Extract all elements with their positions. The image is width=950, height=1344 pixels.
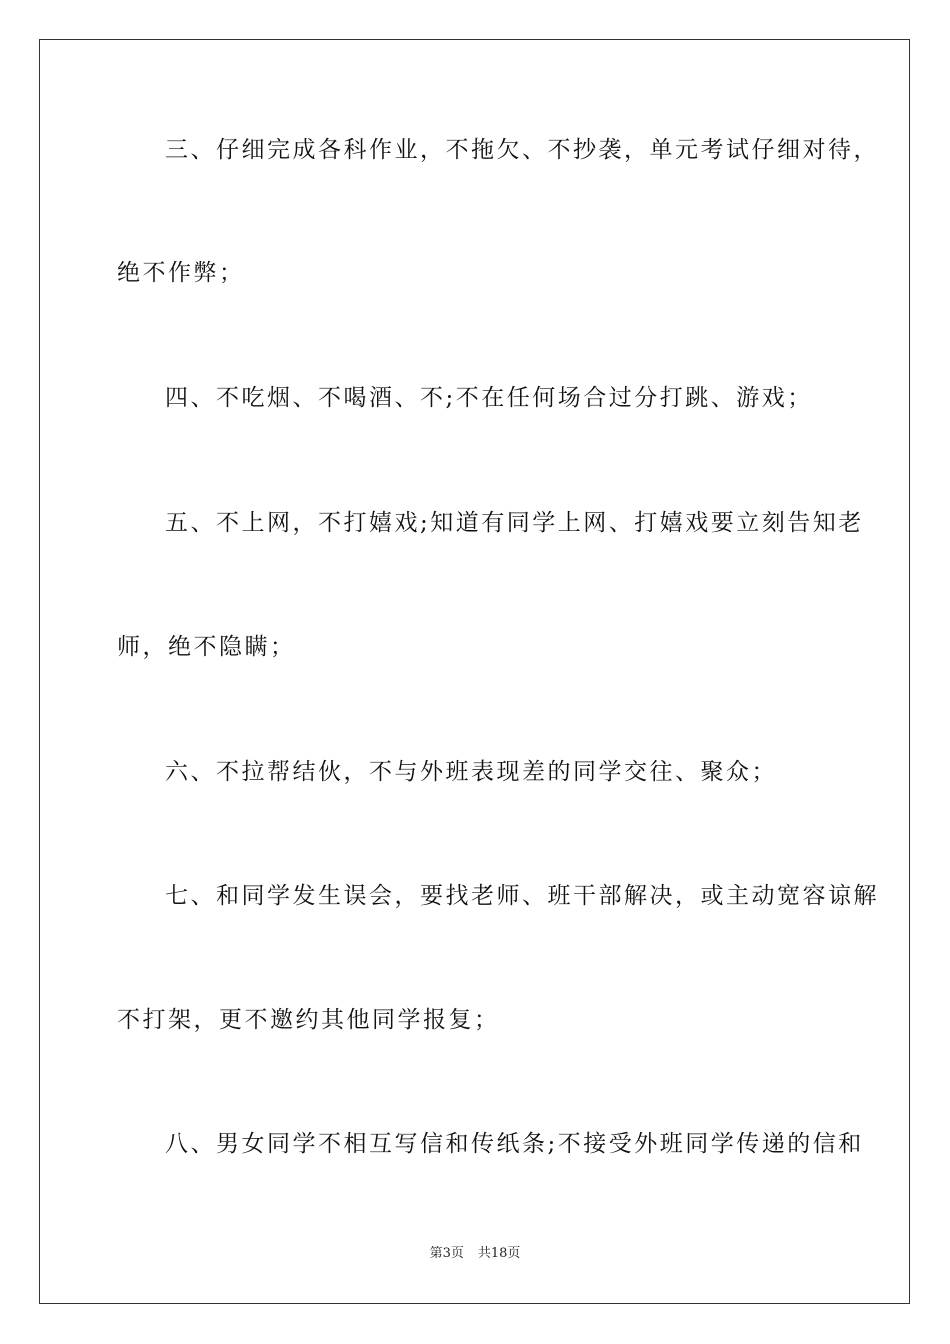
paragraph-line: 三、仔细完成各科作业，不拖欠、不抄袭，单元考试仔细对待， xyxy=(165,137,879,163)
page-border xyxy=(39,39,910,1304)
paragraph-line: 四、不吃烟、不喝酒、不;不在任何场合过分打跳、游戏； xyxy=(165,385,813,411)
paragraph-line: 八、男女同学不相互写信和传纸条;不接受外班同学传递的信和 xyxy=(165,1131,864,1157)
paragraph-line: 六、不拉帮结伙，不与外班表现差的同学交往、聚众； xyxy=(165,759,777,785)
paragraph-line: 师，绝不隐瞒； xyxy=(117,634,296,660)
paragraph-line: 七、和同学发生误会，要找老师、班干部解决，或主动宽容谅解 xyxy=(165,883,879,909)
paragraph-line: 五、不上网，不打嬉戏;知道有同学上网、打嬉戏要立刻告知老 xyxy=(165,510,864,536)
paragraph-line: 不打架，更不邀约其他同学报复； xyxy=(117,1007,500,1033)
page-number: 第3页 xyxy=(429,1246,464,1261)
page-total: 共18页 xyxy=(477,1246,521,1261)
page-footer xyxy=(0,1245,950,1263)
paragraph-line: 绝不作弊； xyxy=(117,260,245,286)
